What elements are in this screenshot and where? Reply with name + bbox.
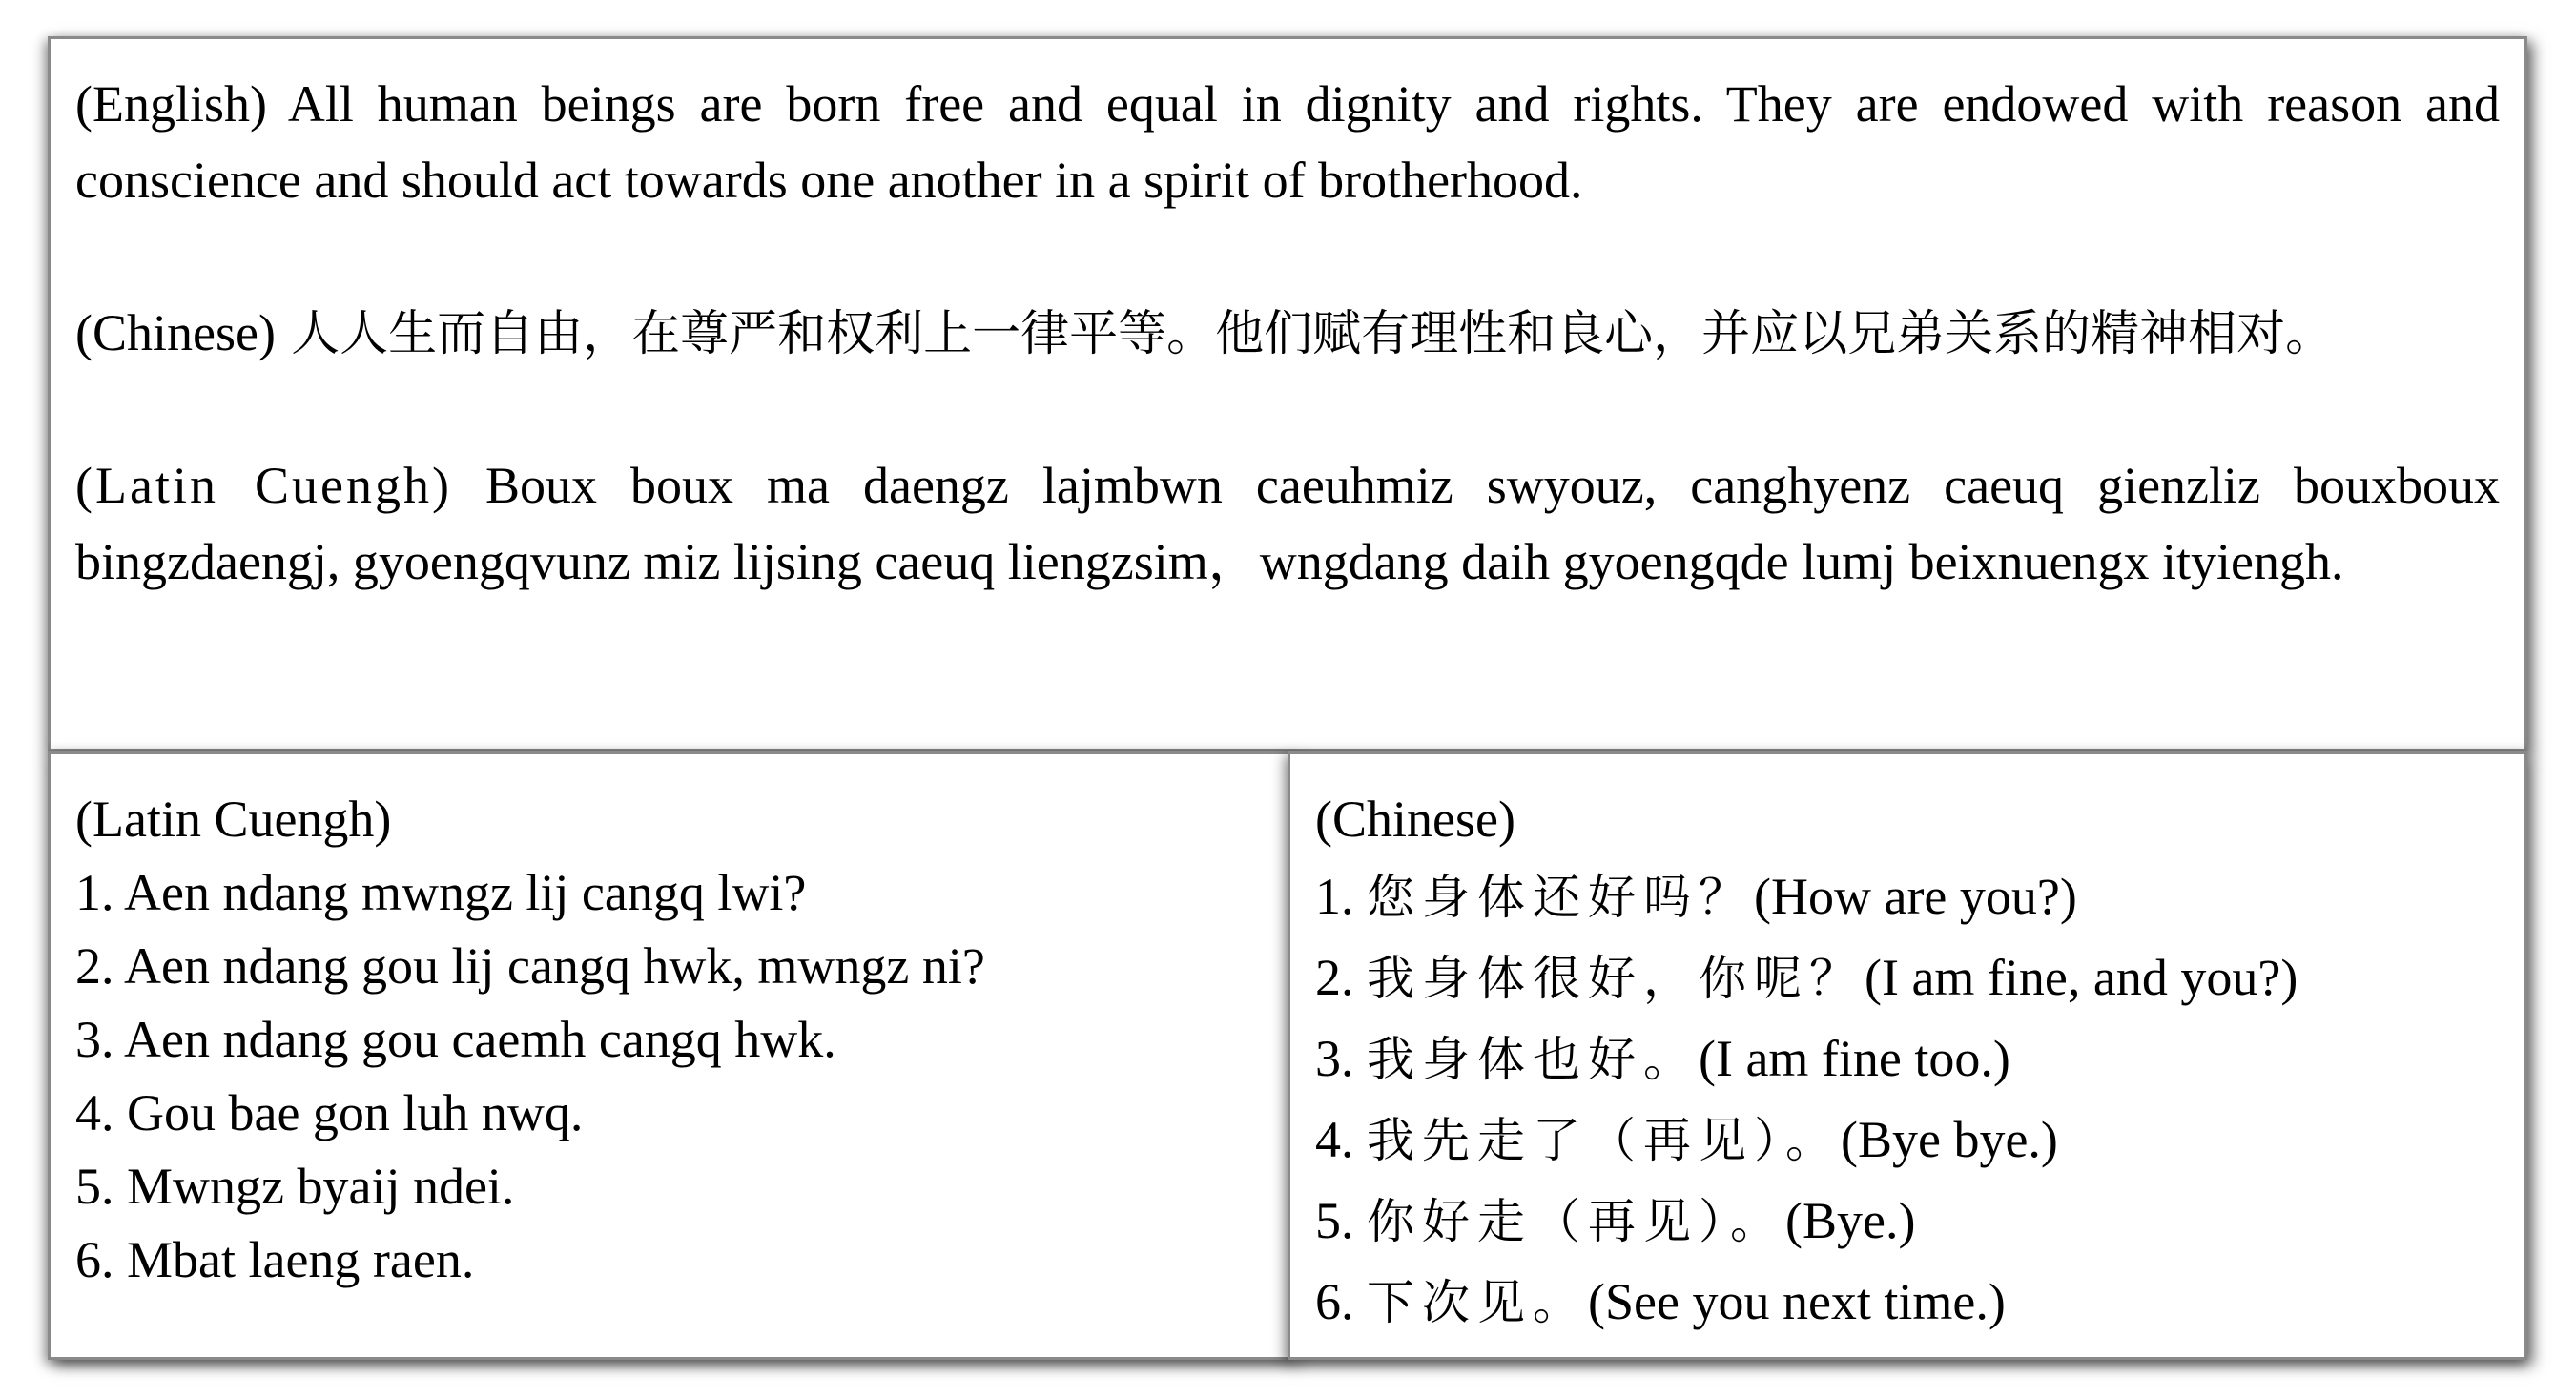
english-text: All human beings are born free and equal in dignity and rights. They are endowed with reason and conscience and should act towards one another in a spirit of brotherhood. — [75, 75, 2500, 209]
item-number: 3. — [1315, 1030, 1354, 1087]
cuengh-paragraph — [75, 447, 2500, 600]
item-number: 2. — [1315, 949, 1354, 1006]
item-chinese: 您身体还好吗？ — [1367, 870, 1754, 925]
item-number: 6. — [1315, 1273, 1354, 1330]
item-english: (Bye.) — [1785, 1192, 1916, 1249]
cuengh-text: Boux boux ma daengz lajmbwn caeuhmiz swyouz, canghyenz caeuq gienzliz bouxboux bingzdaengj, gyoengqvunz miz lijsing caeuq liengzsim，wngdang daih gyoengqde lumj beixnuengx ityiengh. — [75, 457, 2500, 590]
list-item — [1315, 1018, 2500, 1100]
item-chinese: 下次见。 — [1367, 1275, 1588, 1330]
chinese-tag: (Chinese) — [75, 304, 276, 361]
list-item: 2. Aen ndang gou lij cangq hwk, mwngz ni? — [75, 937, 985, 995]
chinese-dialogue-panel — [1288, 751, 2527, 1360]
list-item — [1315, 856, 2500, 937]
english-paragraph — [75, 66, 2500, 218]
chinese-text: 人人生而自由，在尊严和权利上一律平等。他们赋有理性和良心，并应以兄弟关系的精神相对。 — [291, 306, 2335, 362]
cuengh-phrase-list — [75, 856, 1265, 1297]
chinese-paragraph — [75, 293, 2500, 375]
list-item — [1315, 1181, 2500, 1262]
chinese-phrase-list — [1315, 856, 2500, 1343]
cuengh-dialogue-panel — [48, 751, 1292, 1360]
cuengh-tag: (Latin Cuengh) — [75, 457, 452, 514]
item-chinese: 你好走（再见）。 — [1367, 1194, 1785, 1249]
item-chinese: 我身体很好，你呢？ — [1367, 951, 1865, 1006]
list-item — [1315, 1262, 2500, 1343]
list-item: 1. Aen ndang mwngz lij cangq lwi? — [75, 864, 807, 921]
list-item: 3. Aen ndang gou caemh cangq hwk. — [75, 1011, 836, 1068]
item-english: (I am fine too.) — [1699, 1030, 2010, 1087]
item-number: 4. — [1315, 1111, 1354, 1168]
item-english: (How are you?) — [1754, 868, 2077, 925]
english-tag: (English) — [75, 75, 267, 133]
item-english: (Bye bye.) — [1841, 1111, 2058, 1168]
udhr-article-panel — [48, 36, 2527, 751]
item-number: 1. — [1315, 868, 1354, 925]
item-english: (See you next time.) — [1588, 1273, 2006, 1330]
list-item: 4. Gou bae gon luh nwq. — [75, 1084, 584, 1141]
list-item: 6. Mbat laeng raen. — [75, 1231, 475, 1288]
item-english: (I am fine, and you?) — [1865, 949, 2298, 1006]
item-number: 5. — [1315, 1192, 1354, 1249]
item-chinese: 我先走了（再见）。 — [1367, 1113, 1841, 1168]
chinese-heading: (Chinese) — [1315, 791, 1515, 848]
list-item — [1315, 1100, 2500, 1181]
item-chinese: 我身体也好。 — [1367, 1032, 1699, 1087]
list-item: 5. Mwngz byaij ndei. — [75, 1158, 515, 1215]
list-item — [1315, 937, 2500, 1018]
cuengh-heading: (Latin Cuengh) — [75, 791, 392, 848]
